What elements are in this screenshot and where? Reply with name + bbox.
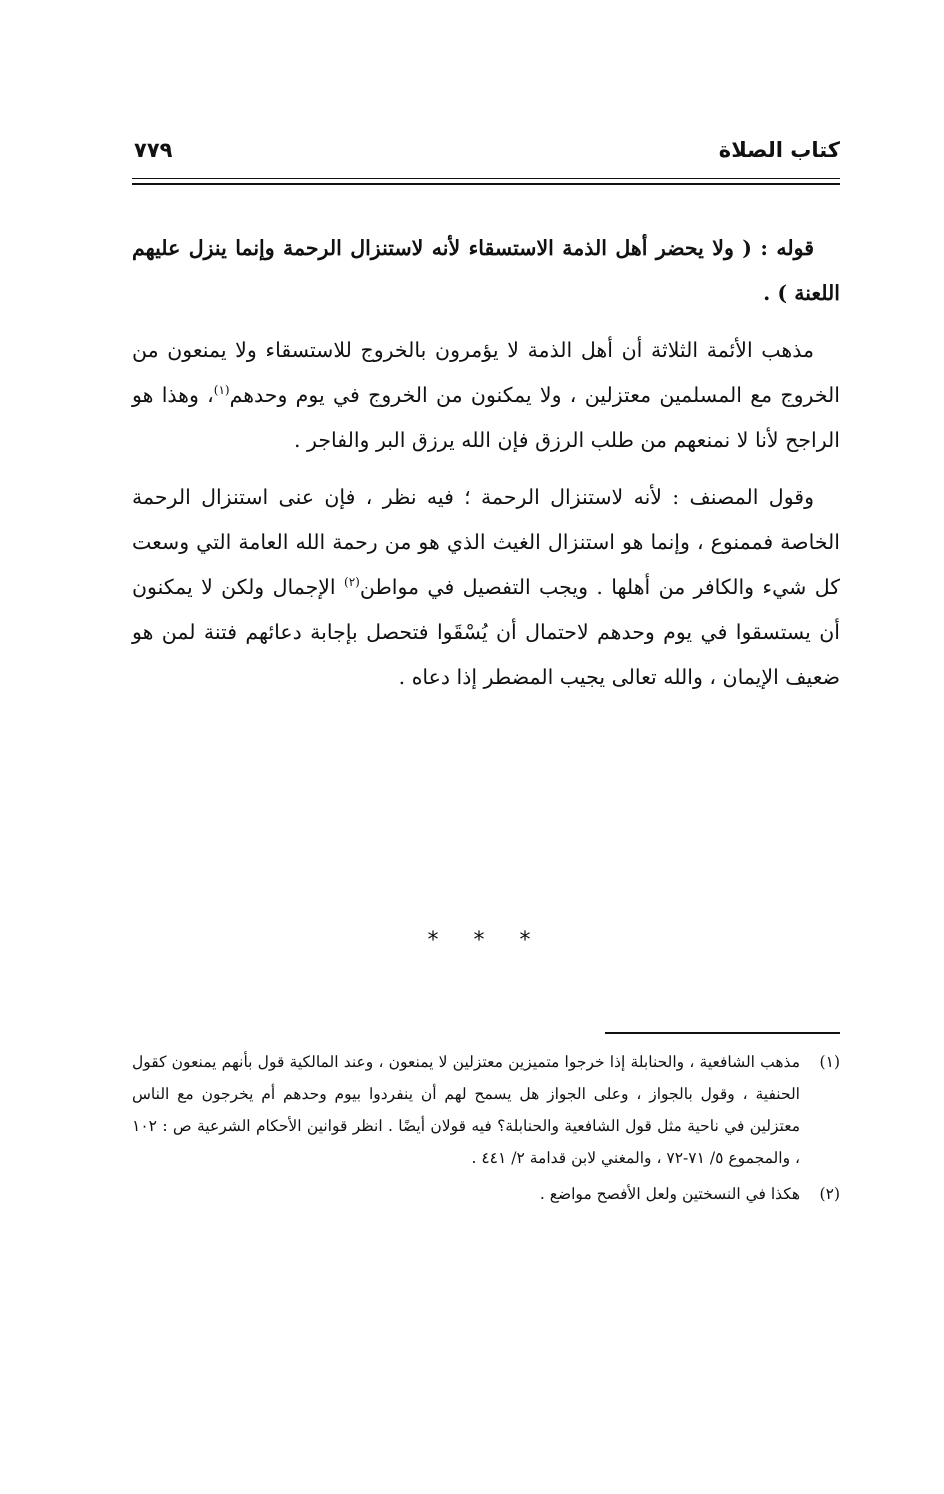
- paragraph-text: الإجمال ولكن لا يمكنون أن يستسقوا في يوم وحدهم لاحتمال أن يُسْقَوا فتحصل بإجابة دعائهم فتنة لمن هو ضعيف الإيمان ، والله تعالى يجيب المضطر إذا دعاه .: [132, 575, 840, 689]
- quoted-passage: قوله : ( ولا يحضر أهل الذمة الاستسقاء لأنه لاستنزال الرحمة وإنما ينزل عليهم اللعنة ) .: [132, 236, 840, 305]
- book-title: كتاب الصلاة: [718, 138, 840, 162]
- paragraph-madhhab: [132, 328, 840, 463]
- footnote-text: مذهب الشافعية ، والحنابلة إذا خرجوا متميزين معتزلين لا يمنعون ، وعند المالكية قول بأنهم يمنعون كقول الحنفية ، وقول بالجواز ، وعلى الجواز هل يسمح لهم أن ينفردوا بيوم وحدهم أم يخرجون مع الناس معتزلين في ناحية مثل قول الشافعية والحنابلة؟ فيه قولان أيضًا . انظر قوانين الأحكام الشرعية ص : ١٠٢ ، والمجموع ٥/ ٧١-٧٢ ، والمغني لابن قدامة ٢/ ٤٤١ .: [132, 1053, 800, 1167]
- header-rule-thick: [132, 183, 840, 185]
- footnote-2: [132, 1178, 840, 1210]
- paragraph-text: ، وهذا هو الراجح لأنا لا نمنعهم من طلب الرزق فإن الله يرزق البر والفاجر .: [132, 383, 840, 452]
- footnotes: [132, 1046, 840, 1210]
- page-number: ٧٧٩: [134, 138, 173, 162]
- header-rule-thin: [132, 178, 840, 179]
- book-page: [132, 0, 840, 1494]
- footnote-marker: (٢): [819, 1185, 840, 1203]
- footnote-text: هكذا في النسختين ولعل الأفصح مواضع .: [539, 1185, 800, 1203]
- footnote-reference-2[interactable]: (٢): [344, 575, 360, 590]
- paragraph-text: وقول المصنف : لأنه لاستنزال الرحمة ؛ فيه نظر ، فإن عنى استنزال الرحمة الخاصة فممنوع ، وإنما هو استنزال الغيث الذي هو من رحمة الله العامة التي وسعت كل شيء والكافر من أهلها . ويجب التفصيل في مواطن: [132, 485, 840, 599]
- footnote-1: [132, 1046, 840, 1174]
- section-separator: * * *: [427, 928, 545, 953]
- paragraph-musannif: [132, 475, 840, 700]
- footnote-marker: (١): [819, 1053, 840, 1071]
- footnote-divider: [605, 1032, 840, 1034]
- main-text: [132, 226, 840, 700]
- paragraph-text: مذهب الأئمة الثلاثة أن أهل الذمة لا يؤمرون بالخروج للاستسقاء ولا يمنعون من الخروج مع المسلمين معتزلين ، ولا يمكنون من الخروج في يوم وحدهم: [132, 338, 840, 407]
- footnote-reference-1[interactable]: (١): [213, 383, 230, 398]
- running-head: [132, 138, 840, 172]
